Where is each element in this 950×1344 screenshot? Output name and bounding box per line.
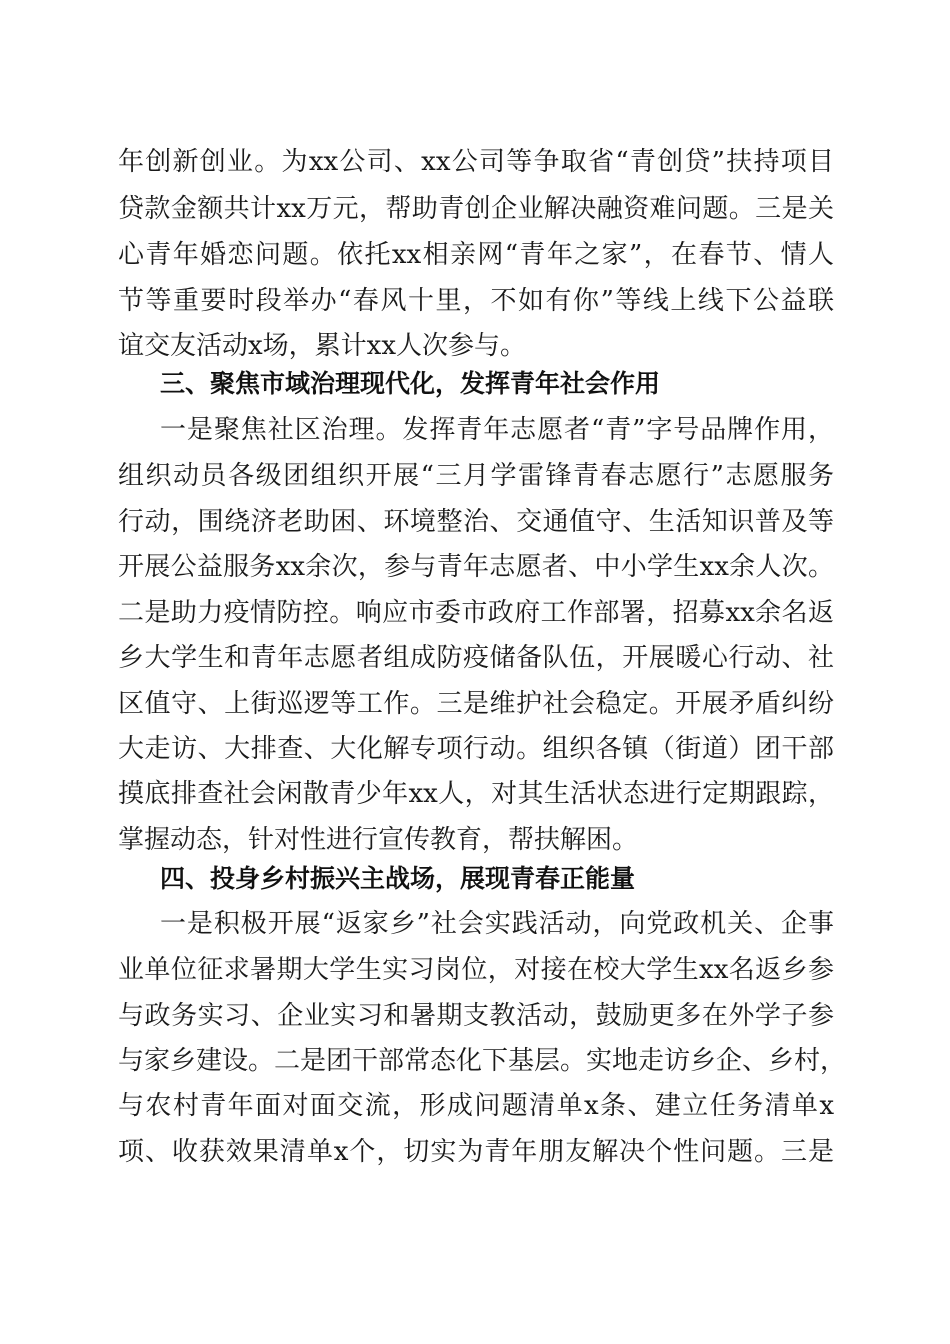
paragraph-line: 行动，围绕济老助困、环境整治、交通值守、生活知识普及等 (118, 507, 834, 537)
paragraph-line: 与农村青年面对面交流，形成问题清单x条、建立任务清单x (118, 1091, 834, 1121)
paragraph-line: 年创新创业。为xx公司、xx公司等争取省“青创贷”扶持项目 (118, 147, 834, 177)
paragraph-line: 一是聚焦社区治理。发挥青年志愿者“青”字号品牌作用， (160, 415, 834, 445)
paragraph-line: 与家乡建设。二是团干部常态化下基层。实地走访乡企、乡村， (118, 1046, 847, 1076)
paragraph-line: 二是助力疫情防控。响应市委市政府工作部署，招募xx余名返 (118, 598, 834, 628)
paragraph-line: 项、收获效果清单x个，切实为青年朋友解决个性问题。三是 (118, 1137, 834, 1167)
paragraph-line: 心青年婚恋问题。依托xx相亲网“青年之家”，在春节、情人 (118, 240, 834, 270)
paragraph-line: 开展公益服务xx余次，参与青年志愿者、中小学生xx余人次。 (118, 552, 834, 582)
paragraph-line: 业单位征求暑期大学生实习岗位，对接在校大学生xx名返乡参 (118, 955, 834, 985)
paragraph-line: 一是积极开展“返家乡”社会实践活动，向党政机关、企事 (160, 909, 834, 939)
paragraph-line: 与政务实习、企业实习和暑期支教活动，鼓励更多在外学子参 (118, 1001, 834, 1031)
paragraph-line: 掌握动态，针对性进行宣传教育，帮扶解困。 (118, 825, 639, 855)
paragraph-line: 节等重要时段举办“春风十里，不如有你”等线上线下公益联 (118, 286, 834, 316)
paragraph-line: 摸底排查社会闲散青少年xx人，对其生活状态进行定期跟踪， (118, 779, 834, 809)
paragraph-line: 乡大学生和青年志愿者组成防疫储备队伍，开展暖心行动、社 (118, 643, 834, 673)
paragraph-line: 大走访、大排查、大化解专项行动。组织各镇（街道）团干部 (118, 734, 834, 764)
section-heading: 四、投身乡村振兴主战场，展现青春正能量 (160, 864, 636, 893)
paragraph-line: 贷款金额共计xx万元，帮助青创企业解决融资难问题。三是关 (118, 194, 834, 224)
paragraph-line: 谊交友活动x场，累计xx人次参与。 (118, 331, 526, 361)
paragraph-line: 区值守、上街巡逻等工作。三是维护社会稳定。开展矛盾纠纷 (118, 689, 834, 719)
paragraph-line: 组织动员各级团组织开展“三月学雷锋青春志愿行”志愿服务 (118, 461, 834, 491)
section-heading: 三、聚焦市域治理现代化，发挥青年社会作用 (160, 369, 661, 398)
